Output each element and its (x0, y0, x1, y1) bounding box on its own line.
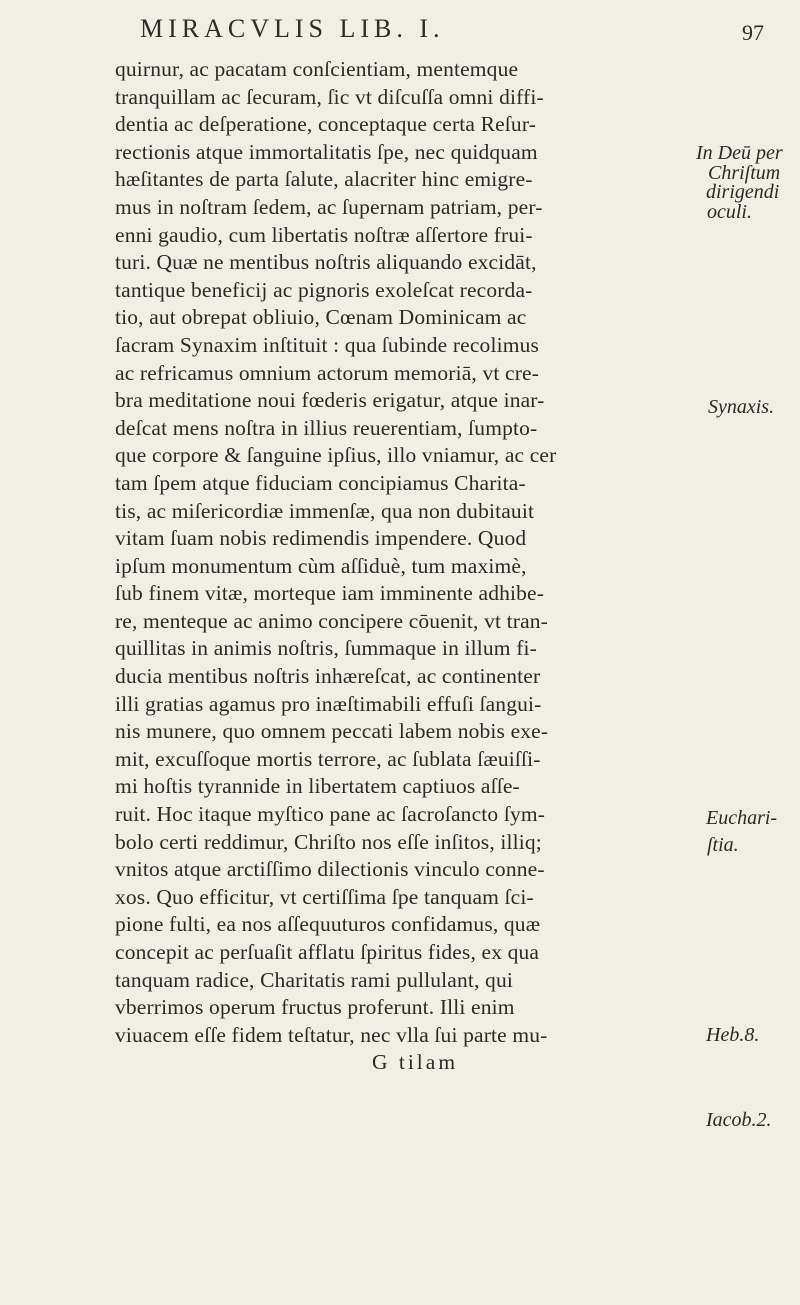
text-line: concepit ac perſuaſit afflatu ſpiritus fides, ex qua (115, 940, 540, 964)
text-line: dentia ac deſperatione, conceptaque certa Reſur- (115, 112, 537, 137)
text-line: deſcat mens noſtra in illius reuerentiam, ſumpto- (115, 415, 538, 440)
text-line: ac refricamus omnium actorum memoriā, vt cre- (115, 360, 540, 385)
text-line: bolo certi reddimur, Chriſto nos eſſe inſitos, illiq; (115, 829, 542, 854)
margin-note: Iacob.2. (706, 1109, 772, 1131)
text-line: que corpore & ſanguine ipſius, illo vniamur, ac cer (115, 443, 557, 468)
margin-note: ſtia. (707, 834, 739, 856)
margin-note: Chriſtum (708, 162, 781, 184)
page-header (0, 8, 800, 48)
text-line: xos. Quo efficitur, vt certiſſima ſpe tanquam ſci- (115, 884, 534, 909)
text-line: tis, ac miſericordiæ immenſæ, qua non dubitauit (115, 498, 535, 523)
text-line: quirnur, ac pacatam conſcientiam, mentemque (115, 57, 519, 81)
text-line: vnitos atque arctiſſimo dilectionis vinculo conne- (115, 857, 545, 882)
margin-note: dirigendi (706, 181, 780, 203)
text-line: ſacram Synaxim inſtituit : qua ſubinde recolimus (115, 332, 539, 357)
text-line: re, menteque ac animo concipere cōuenit, vt tran- (115, 608, 548, 633)
text-line: hæſitantes de parta ſalute, alacriter hinc emigre- (115, 167, 533, 192)
text-line: ruit. Hoc itaque myſtico pane ac ſacroſancto ſym- (115, 802, 546, 827)
text-line: enni gaudio, cum libertatis noſtræ aſſertore frui- (115, 222, 533, 247)
catchword-line: G tilam (371, 1050, 459, 1075)
margin-note: Euchari- (706, 807, 778, 829)
text-line: illi gratias agamus pro inæſtimabili effuſi ſangui- (115, 691, 542, 716)
margin-note: Synaxis. (708, 396, 775, 418)
text-line: nis munere, quo omnem peccati labem nobis exe- (115, 719, 549, 744)
text-line: mit, excuſſoque mortis terrore, ac ſublata ſæuiſſi- (115, 746, 541, 771)
text-line: vberrimos operum fructus proferunt. Illi enim (115, 995, 515, 1020)
text-line: pione fulti, ea nos aſſequuturos confidamus, quæ (115, 912, 541, 937)
text-line: tam ſpem atque fiduciam concipiamus Charita- (115, 470, 526, 495)
body-text (115, 56, 715, 1077)
text-line: bra meditatione noui fœderis erigatur, atque inar- (115, 388, 545, 413)
text-line: ſub finem vitæ, morteque iam imminente adhibe- (115, 581, 545, 606)
margin-note: In Deū per (696, 142, 783, 164)
text-line: tranquillam ac ſecuram, ſic vt diſcuſſa omni diffi- (115, 84, 544, 109)
text-line: mus in noſtram ſedem, ac ſupernam patriam, per- (115, 194, 543, 219)
margin-note: Heb.8. (706, 1024, 760, 1046)
text-line: vitam ſuam nobis redimendis impendere. Quod (115, 526, 527, 551)
page-number: 97 (742, 20, 764, 45)
text-line: tantique beneficij ac pignoris exoleſcat recorda- (115, 277, 533, 302)
text-line: ducia mentibus noſtris inhæreſcat, ac continenter (115, 664, 541, 689)
text-line: tanquam radice, Charitatis rami pullulant, qui (115, 967, 513, 992)
text-line: mi hoſtis tyrannide in libertatem captiuos aſſe- (115, 774, 520, 799)
text-line: ipſum monumentum cùm aſſiduè, tum maximè, (115, 553, 527, 578)
text-line: viuacem eſſe fidem teſtatur, nec vlla ſui parte mu- (115, 1022, 548, 1047)
text-line: turi. Quæ ne mentibus noſtris aliquando excidāt, (115, 250, 537, 275)
text-line: quillitas in animis noſtris, ſummaque in illum fi- (115, 636, 537, 661)
text-line: tio, aut obrepat obliuio, Cœnam Dominicam ac (115, 305, 527, 330)
running-title: MIRACVLIS LIB. I. (140, 14, 445, 43)
margin-note: oculi. (707, 201, 752, 223)
text-line: rectionis atque immortalitatis ſpe, nec quidquam (115, 139, 538, 164)
